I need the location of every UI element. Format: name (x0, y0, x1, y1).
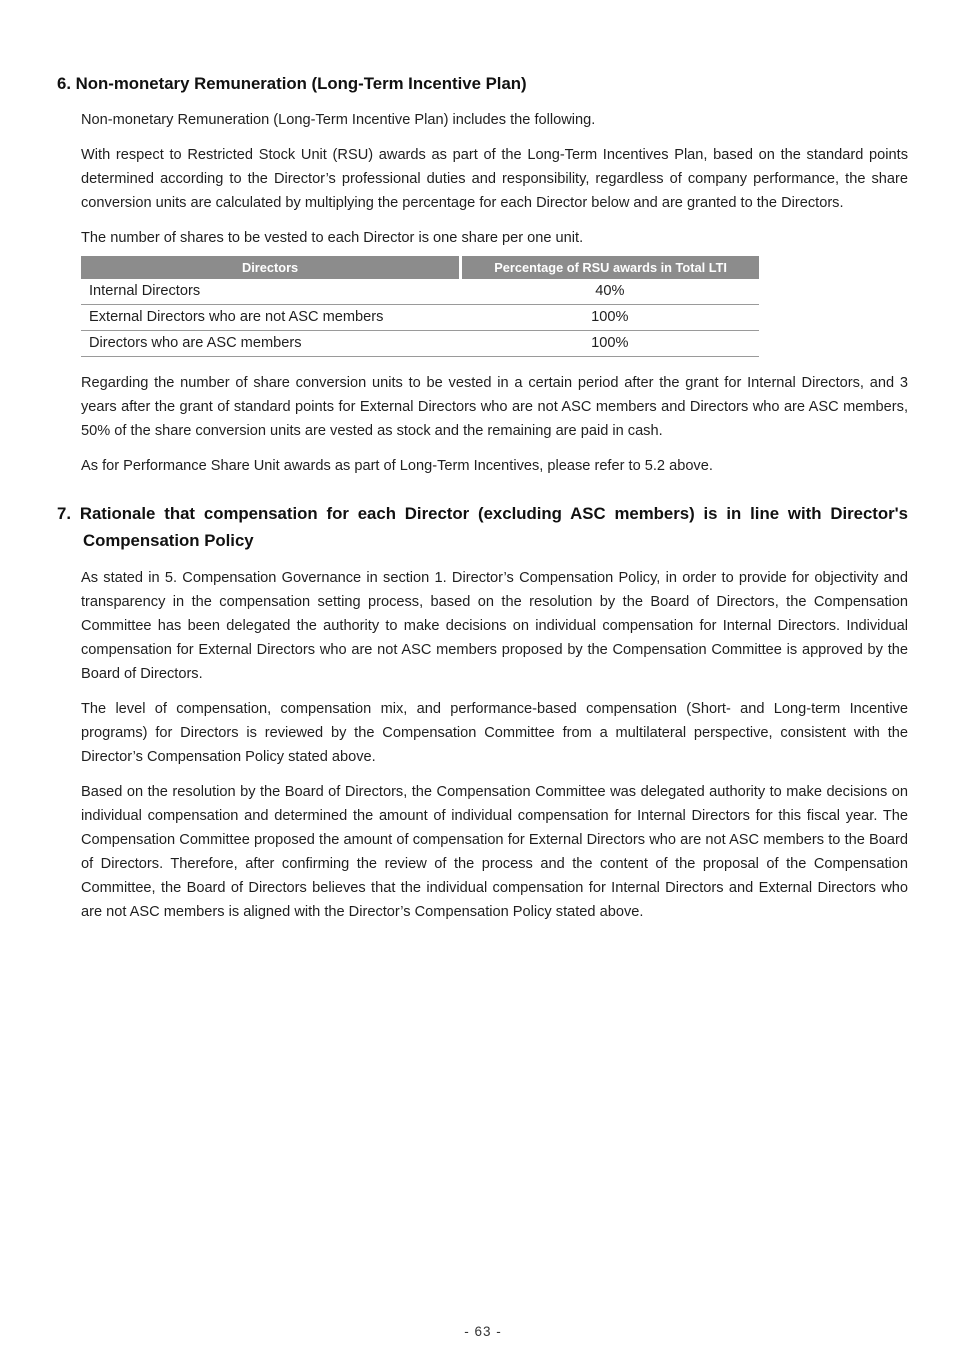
table-header-percentage: Percentage of RSU awards in Total LTI (461, 256, 759, 279)
section-7-paragraph-2: The level of compensation, compensation mix, and performance-based compensation (Short- and Long-term Incentive programs) for Directors is reviewed by the Compensation Committee from a multilateral perspective, consistent with the Director’s Compensation Policy stated above. (81, 701, 908, 765)
section-6-non-monetary-remuneration (57, 70, 908, 478)
table-row (81, 305, 759, 331)
table-header-row (81, 256, 759, 279)
section-7-rationale (57, 500, 908, 924)
section-6-vesting-detail-paragraph: Regarding the number of share conversion units to be vested in a certain period after the grant for Internal Directors, and 3 years after the grant of standard points for External Directors who are not ASC members and Directors who are ASC members, 50% of the share conversion units are vested as stock and the remaining are paid in cash. (81, 375, 908, 439)
table-row (81, 331, 759, 357)
table-cell-directors: External Directors who are not ASC members (81, 305, 461, 331)
table-row (81, 279, 759, 305)
section-6-psu-note: As for Performance Share Unit awards as part of Long-Term Incentives, please refer to 5.2 above. (81, 458, 713, 474)
table-cell-directors: Internal Directors (81, 279, 461, 305)
table-cell-directors: Directors who are ASC members (81, 331, 461, 357)
section-6-vesting-note: The number of shares to be vested to each Director is one share per one unit. (81, 230, 584, 246)
section-6-intro-paragraph: Non-monetary Remuneration (Long-Term Incentive Plan) includes the following. (81, 112, 596, 128)
section-6-rsu-paragraph: With respect to Restricted Stock Unit (RSU) awards as part of the Long-Term Incentives Plan, based on the standard points determined according to the Director’s professional duties and responsibility, regardless of company performance, the share conversion units are calculated by multiplying the percentage for each Director below and are granted to the Directors. (81, 147, 908, 211)
section-6-heading: 6. Non-monetary Remuneration (Long-Term Incentive Plan) (57, 74, 527, 93)
section-7-heading: 7. Rationale that compensation for each Director (excluding ASC members) is in line with Director's Compensation Policy (57, 504, 908, 550)
table-header-directors: Directors (81, 256, 461, 279)
page-number: - 63 - (464, 1324, 502, 1339)
section-7-paragraph-1: As stated in 5. Compensation Governance in section 1. Director’s Compensation Policy, in order to provide for objectivity and transparency in the compensation setting process, based on the resolution by the Board of Directors, the Compensation Committee has been delegated the authority to make decisions on individual compensation for Internal Directors. Individual compensation for External Directors who are not ASC members proposed by the Compensation Committee is approved by the Board of Directors. (81, 570, 908, 682)
section-7-paragraph-3: Based on the resolution by the Board of Directors, the Compensation Committee was delegated authority to make decisions on individual compensation and determined the amount of individual compensation for Internal Directors for this fiscal year. The Compensation Committee proposed the amount of compensation for External Directors who are not ASC members to the Board of Directors. Therefore, after confirming the review of the process and the content of the proposal of the Compensation Committee, the Board of Directors believes that the individual compensation for Internal Directors and External Directors who are not ASC members is aligned with the Director’s Compensation Policy stated above. (81, 784, 908, 920)
table-cell-percentage: 100% (461, 305, 759, 331)
table-cell-percentage: 40% (461, 279, 759, 305)
table-cell-percentage: 100% (461, 331, 759, 357)
rsu-awards-table (81, 256, 759, 357)
